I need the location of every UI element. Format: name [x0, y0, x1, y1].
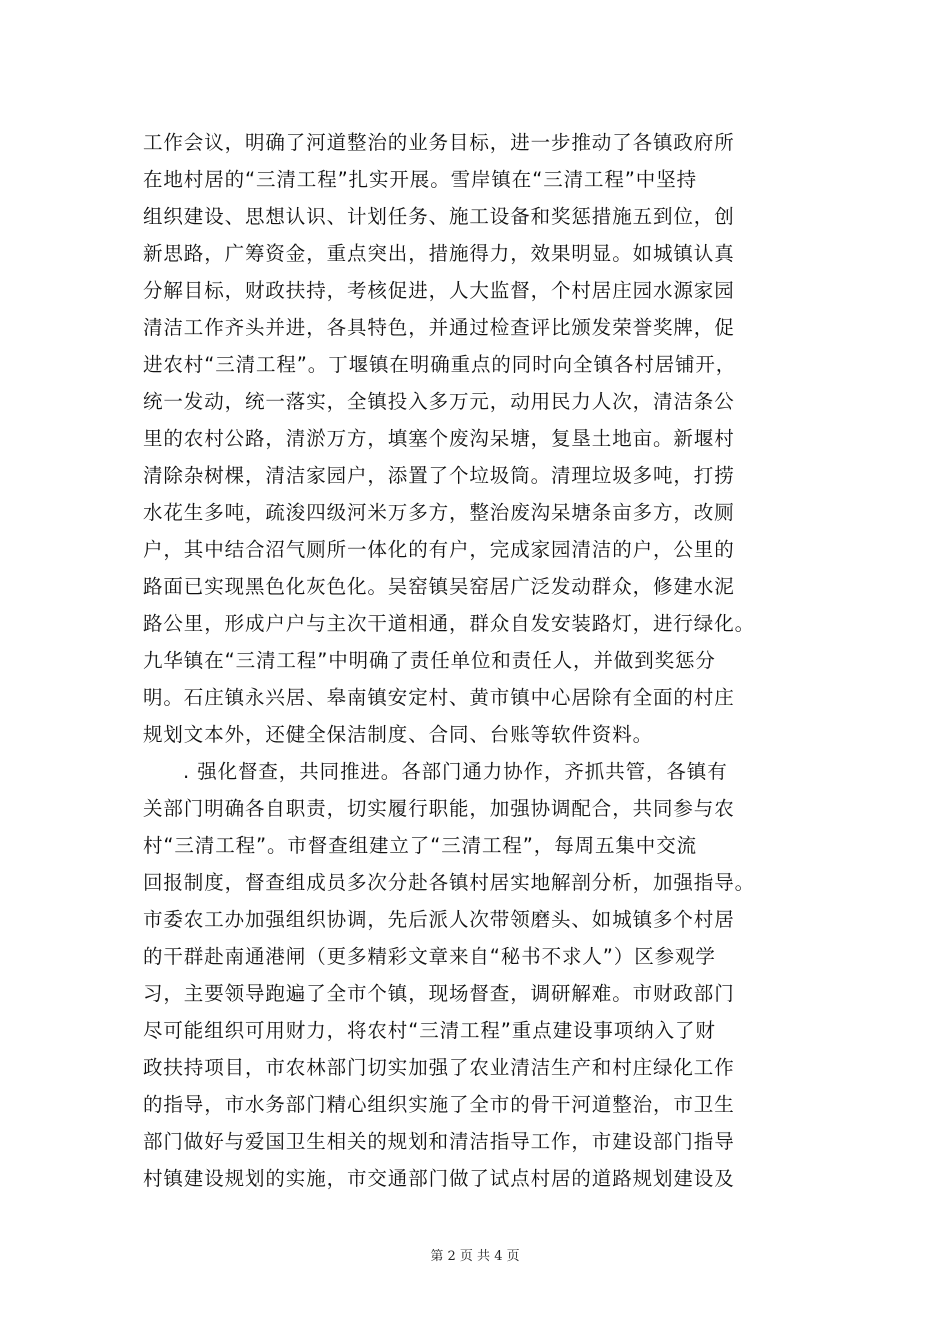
text-line: 习，主要领导跑遍了全市个镇，现场督查，调研解难。市财政部门	[143, 982, 735, 1005]
text-line: 统一发动，统一落实，全镇投入多万元，动用民力人次，清洁条公	[143, 390, 735, 413]
text-line: 水花生多吨，疏浚四级河米万多方，整治废沟呆塘条亩多方，改厕	[143, 501, 735, 524]
text-line: 户，其中结合沼气厕所一体化的有户，完成家园清洁的户，公里的	[143, 538, 735, 561]
text-line: 清除杂树棵，清洁家园户，添置了个垃圾筒。清理垃圾多吨，打捞	[143, 464, 735, 487]
text-line: 明。石庄镇永兴居、皋南镇安定村、黄市镇中心居除有全面的村庄	[143, 686, 735, 709]
text-line: 村“三清工程”。市督查组建立了“三清工程”，每周五集中交流	[143, 834, 698, 857]
page-number-footer: 第 2 页 共 4 页	[430, 1249, 520, 1264]
paragraph-start-line: . 强化督查，共同推进。各部门通力协作，齐抓共管，各镇有	[183, 760, 728, 783]
text-line: 的指导，市水务部门精心组织实施了全市的骨干河道整治，市卫生	[143, 1093, 735, 1116]
text-line: 尽可能组织可用财力，将农村“三清工程”重点建设事项纳入了财	[143, 1019, 716, 1042]
text-line: 路面已实现黑色化灰色化。吴窑镇吴窑居广泛发动群众，修建水泥	[143, 575, 735, 598]
text-line: 路公里，形成户户与主次干道相通，群众自发安装路灯，进行绿化。	[143, 612, 756, 635]
document-body	[143, 124, 813, 1197]
text-line: 分解目标，财政扶持，考核促进，人大监督，个村居庄园水源家园	[143, 279, 735, 302]
text-line: 村镇建设规划的实施，市交通部门做了试点村居的道路规划建设及	[143, 1167, 735, 1190]
text-line: 组织建设、思想认识、计划任务、施工设备和奖惩措施五到位，创	[143, 205, 735, 228]
text-line: 在地村居的“三清工程”扎实开展。雪岸镇在“三清工程”中坚持	[143, 168, 698, 191]
text-line: 部门做好与爱国卫生相关的规划和清洁指导工作，市建设部门指导	[143, 1130, 735, 1153]
text-line: 清洁工作齐头并进，各具特色，并通过检查评比颁发荣誉奖牌，促	[143, 316, 735, 339]
text-line: 的干群赴南通港闸（更多精彩文章来自“秘书不求人”）区参观学	[143, 945, 716, 968]
text-line: 进农村“三清工程”。丁堰镇在明确重点的同时向全镇各村居铺开，	[143, 353, 737, 376]
text-line: 工作会议，明确了河道整治的业务目标，进一步推动了各镇政府所	[143, 131, 735, 154]
text-line: 规划文本外，还健全保洁制度、合同、台账等软件资料。	[143, 723, 654, 746]
text-line: 关部门明确各自职责，切实履行职能，加强协调配合，共同参与农	[143, 797, 735, 820]
text-line: 回报制度，督查组成员多次分赴各镇村居实地解剖分析，加强指导。	[143, 871, 756, 894]
text-line: 市委农工办加强组织协调，先后派人次带领磨头、如城镇多个村居	[143, 908, 735, 931]
text-line: 新思路，广筹资金，重点突出，措施得力，效果明显。如城镇认真	[143, 242, 735, 265]
text-line: 里的农村公路，清淤万方，填塞个废沟呆塘，复垦土地亩。新堰村	[143, 427, 735, 450]
text-line: 九华镇在“三清工程”中明确了责任单位和责任人，并做到奖惩分	[143, 649, 716, 672]
text-line: 政扶持项目，市农林部门切实加强了农业清洁生产和村庄绿化工作	[143, 1056, 735, 1079]
